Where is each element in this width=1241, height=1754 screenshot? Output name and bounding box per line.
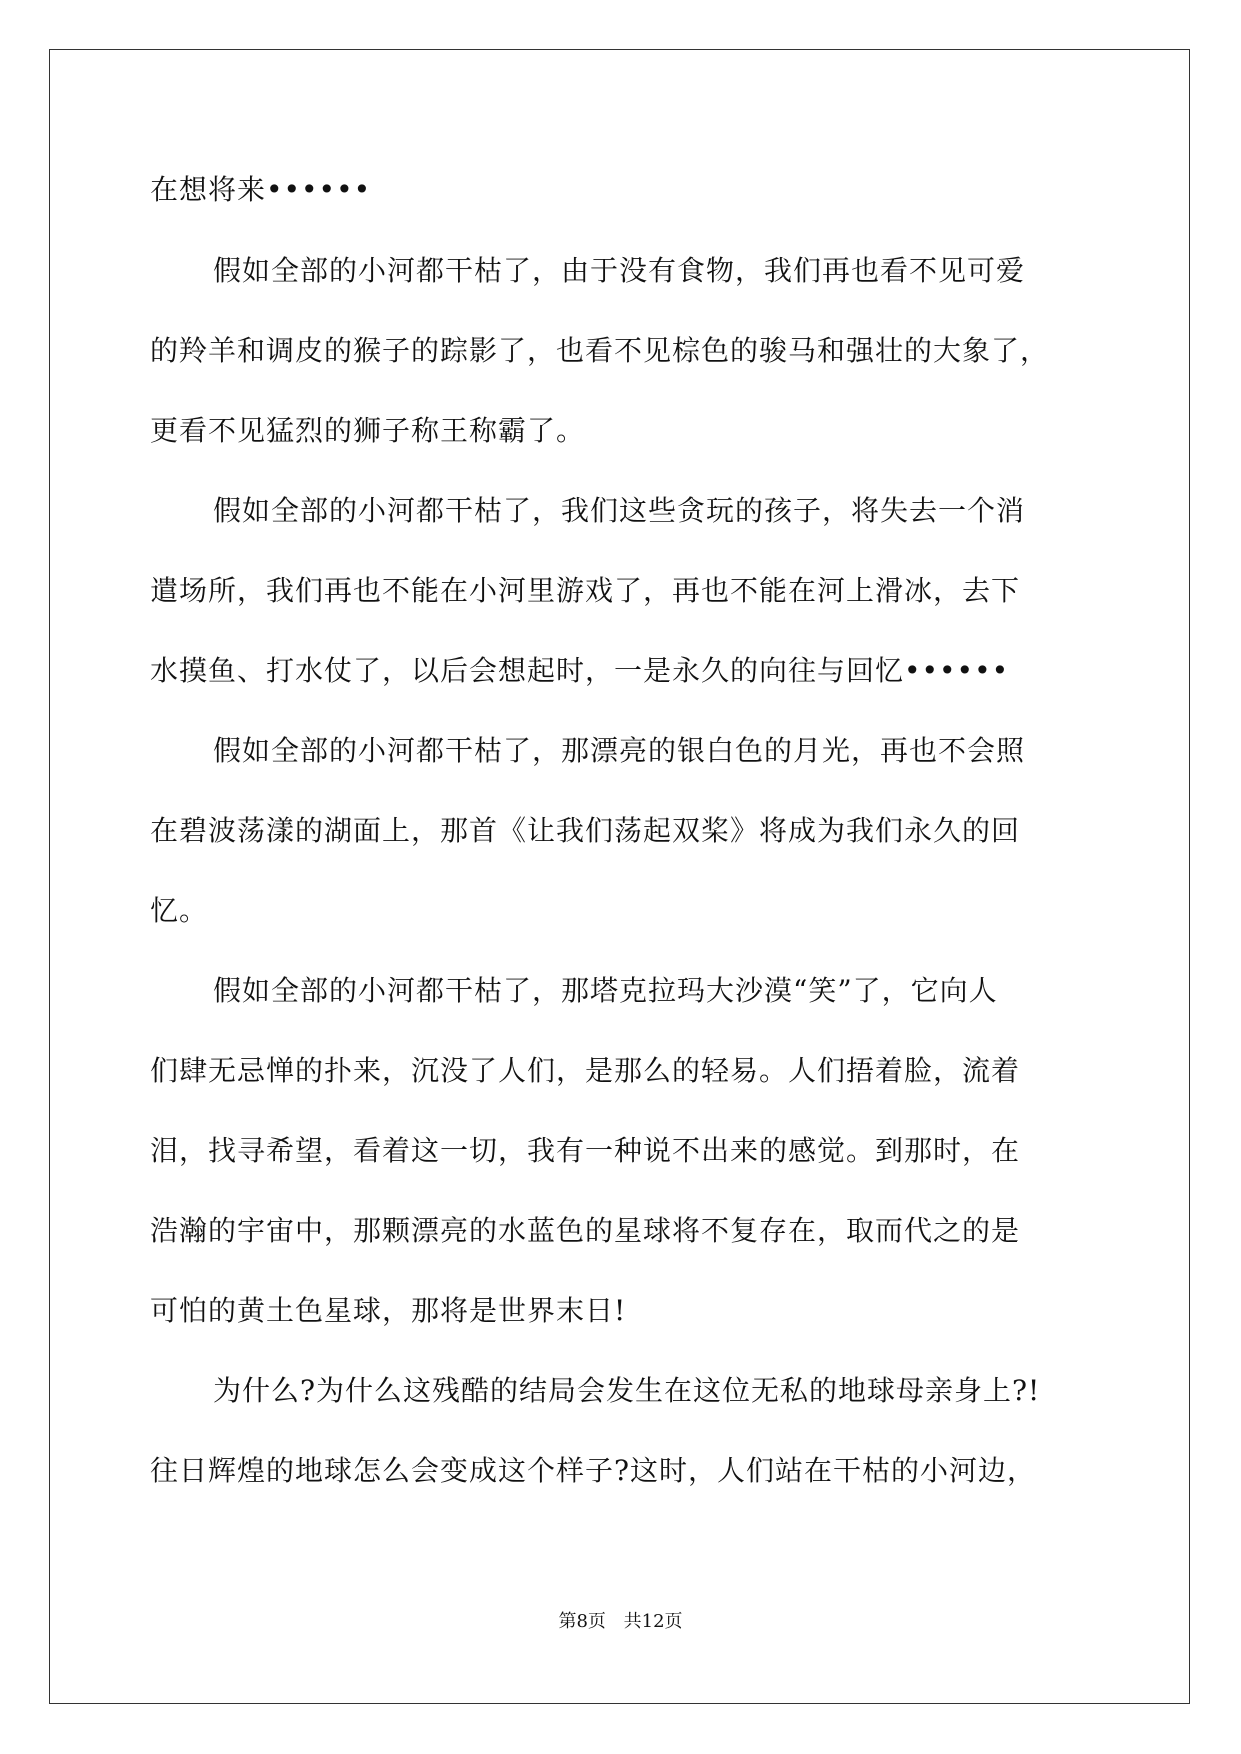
text-line: 浩瀚的宇宙中，那颗漂亮的水蓝色的星球将不复存在，取而代之的是 — [150, 1214, 1021, 1247]
text-line: 在想将来•••••• — [150, 173, 372, 206]
paragraph-start-line: 假如全部的小河都干枯了，那塔克拉玛大沙漠“笑”了，它向人 — [213, 974, 998, 1007]
text-line: 往日辉煌的地球怎么会变成这个样子?这时，人们站在干枯的小河边， — [150, 1454, 1037, 1487]
page-number: 第8页 — [558, 1611, 606, 1632]
text-line: 水摸鱼、打水仗了，以后会想起时，一是永久的向往与回忆•••••• — [150, 654, 1010, 687]
paragraph-start-line: 为什么?为什么这残酷的结局会发生在这位无私的地球母亲身上?! — [213, 1374, 1041, 1407]
paragraph-start-line: 假如全部的小河都干枯了，由于没有食物，我们再也看不见可爱 — [213, 254, 1026, 287]
text-line: 泪，找寻希望，看着这一切，我有一种说不出来的感觉。到那时，在 — [150, 1134, 1021, 1167]
text-line: 更看不见猛烈的狮子称王称霸了。 — [150, 414, 586, 447]
paragraph-start-line: 假如全部的小河都干枯了，我们这些贪玩的孩子，将失去一个消 — [213, 494, 1026, 527]
page-footer — [0, 1610, 1241, 1634]
text-line: 遣场所，我们再也不能在小河里游戏了，再也不能在河上滑冰，去下 — [150, 574, 1021, 607]
text-line: 的羚羊和调皮的猴子的踪影了，也看不见棕色的骏马和强壮的大象了， — [150, 334, 1050, 367]
text-line: 们肆无忌惮的扑来，沉没了人们，是那么的轻易。人们捂着脸，流着 — [150, 1054, 1021, 1087]
paragraph-start-line: 假如全部的小河都干枯了，那漂亮的银白色的月光，再也不会照 — [213, 734, 1026, 767]
text-line: 可怕的黄土色星球，那将是世界末日! — [150, 1294, 627, 1327]
text-line: 忆。 — [150, 894, 209, 927]
page-total: 共12页 — [623, 1611, 683, 1632]
text-line: 在碧波荡漾的湖面上，那首《让我们荡起双桨》将成为我们永久的回 — [150, 814, 1021, 847]
